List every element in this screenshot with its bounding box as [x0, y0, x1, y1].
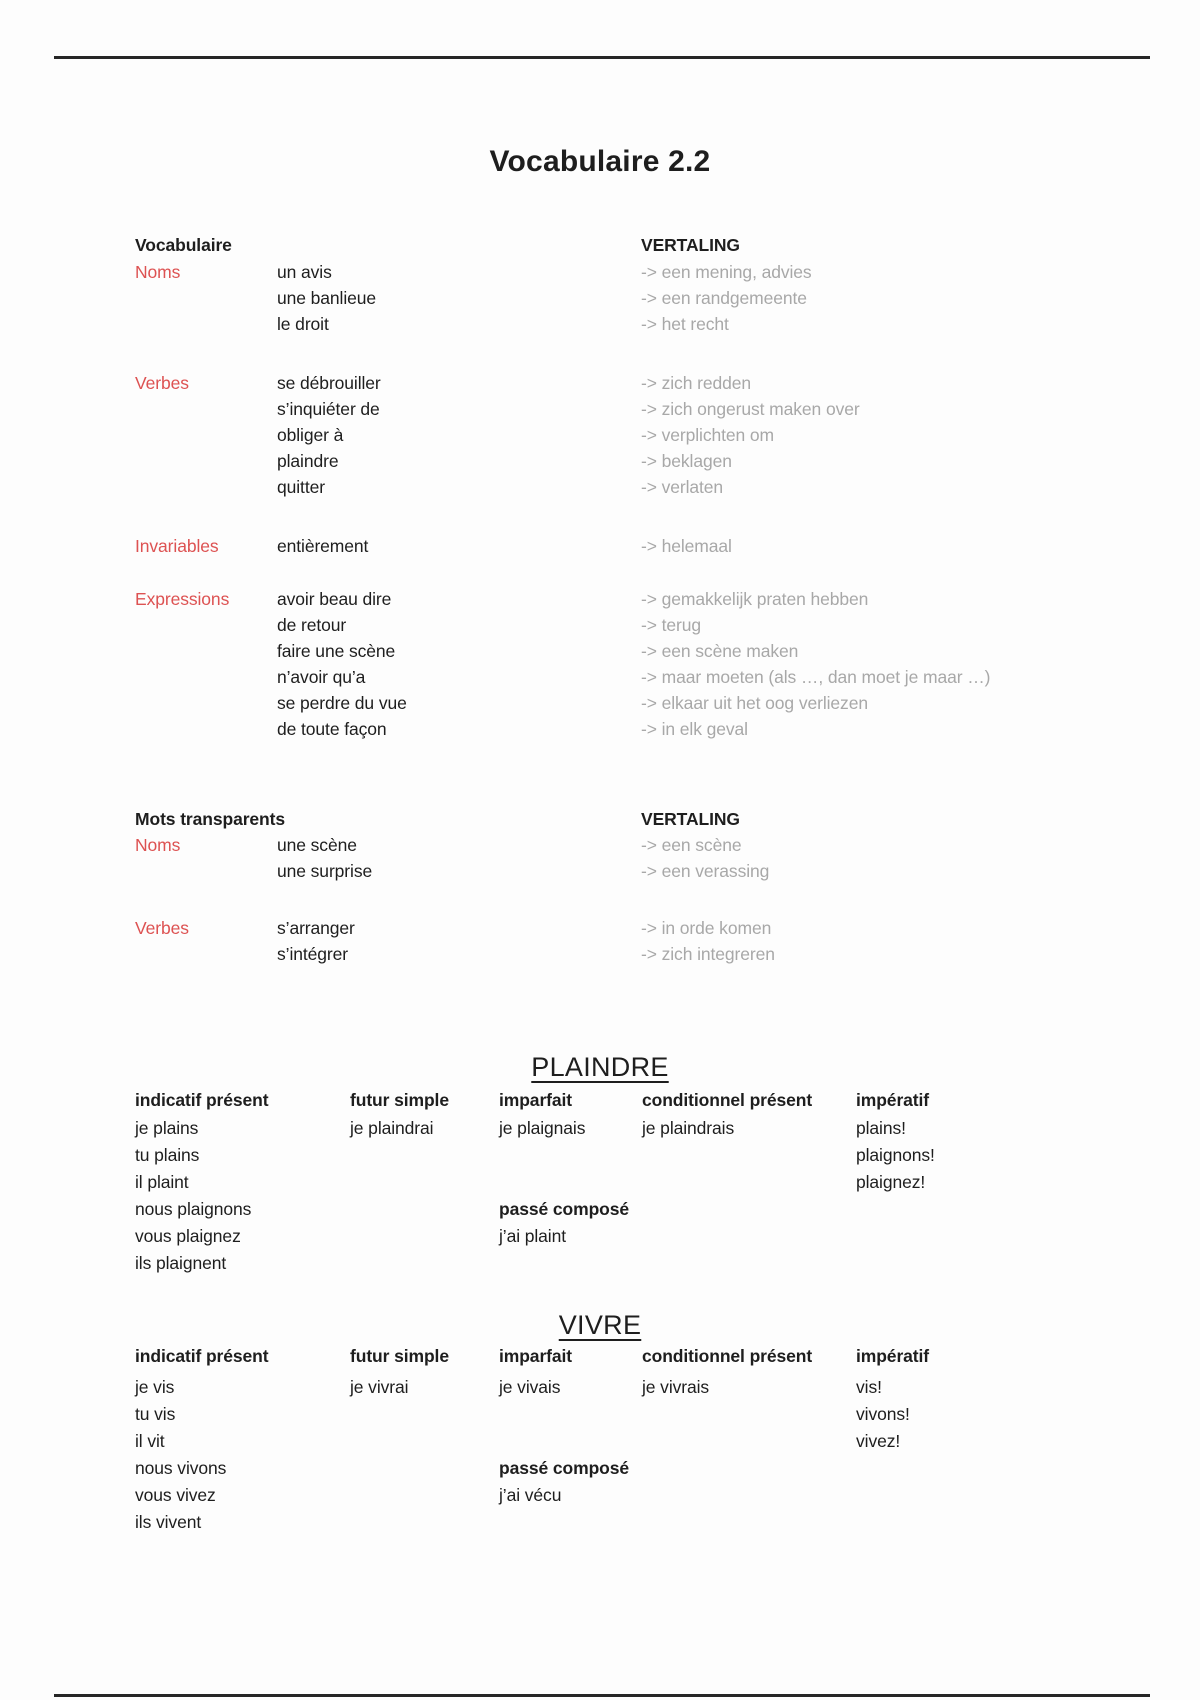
dutch-translation: -> een mening, advies: [641, 262, 812, 282]
conjugation-title: VIVRE: [558, 1310, 642, 1340]
french-term: faire une scène: [277, 641, 396, 661]
dutch-translation: -> in elk geval: [641, 719, 748, 739]
dutch-translation: -> een verassing: [641, 861, 770, 881]
category-label: Expressions: [135, 589, 230, 609]
dutch-translation: -> gemakkelijk praten hebben: [641, 589, 869, 609]
section-header-right: VERTALING: [641, 809, 740, 829]
conjugated-form: nous vivons: [135, 1458, 227, 1478]
conjugated-form: vivons!: [856, 1404, 910, 1424]
tense-header: imparfait: [499, 1346, 573, 1366]
tense-header: futur simple: [350, 1090, 449, 1110]
tense-header: passé composé: [499, 1199, 630, 1219]
category-label: Verbes: [135, 373, 189, 393]
category-label: Invariables: [135, 536, 219, 556]
dutch-translation: -> verlaten: [641, 477, 724, 497]
french-term: s’intégrer: [277, 944, 348, 964]
conjugated-form: il vit: [135, 1431, 165, 1451]
tense-header: conditionnel présent: [642, 1090, 813, 1110]
french-term: s’arranger: [277, 918, 355, 938]
conjugated-form: vous plaignez: [135, 1226, 241, 1246]
dutch-translation: -> zich integreren: [641, 944, 775, 964]
bottom-rule: [54, 1694, 1150, 1697]
tense-header: impératif: [856, 1346, 930, 1366]
section-header-left: Vocabulaire: [135, 235, 232, 255]
conjugated-form: je plaignais: [499, 1118, 586, 1138]
french-term: avoir beau dire: [277, 589, 392, 609]
dutch-translation: -> het recht: [641, 314, 729, 334]
dutch-translation: -> verplichten om: [641, 425, 775, 445]
conjugated-form: je vis: [135, 1377, 175, 1397]
french-term: de toute façon: [277, 719, 387, 739]
conjugated-form: je plaindrais: [642, 1118, 735, 1138]
conjugated-form: j’ai plaint: [499, 1226, 566, 1246]
page-title: Vocabulaire 2.2: [489, 145, 711, 178]
category-label: Noms: [135, 835, 181, 855]
tense-header: passé composé: [499, 1458, 630, 1478]
conjugated-form: ils plaignent: [135, 1253, 227, 1273]
conjugated-form: vis!: [856, 1377, 882, 1397]
tense-header: indicatif présent: [135, 1090, 269, 1110]
conjugated-form: je plaindrai: [350, 1118, 434, 1138]
dutch-translation: -> elkaar uit het oog verliezen: [641, 693, 868, 713]
dutch-translation: -> een scène: [641, 835, 742, 855]
dutch-translation: -> terug: [641, 615, 701, 635]
french-term: plaindre: [277, 451, 339, 471]
category-label: Verbes: [135, 918, 189, 938]
dutch-translation: -> maar moeten (als …, dan moet je maar …): [641, 667, 991, 687]
conjugated-form: plains!: [856, 1118, 906, 1138]
tense-header: impératif: [856, 1090, 930, 1110]
tense-header: conditionnel présent: [642, 1346, 813, 1366]
conjugated-form: nous plaignons: [135, 1199, 252, 1219]
conjugated-form: plaignez!: [856, 1172, 926, 1192]
dutch-translation: -> een randgemeente: [641, 288, 807, 308]
category-label: Noms: [135, 262, 181, 282]
french-term: quitter: [277, 477, 325, 497]
top-rule: [54, 56, 1150, 59]
dutch-translation: -> een scène maken: [641, 641, 799, 661]
french-term: une scène: [277, 835, 357, 855]
tense-header: imparfait: [499, 1090, 573, 1110]
conjugated-form: j’ai vécu: [499, 1485, 562, 1505]
dutch-translation: -> helemaal: [641, 536, 732, 556]
conjugation-title: PLAINDRE: [531, 1052, 669, 1082]
section-header-right: VERTALING: [641, 235, 740, 255]
french-term: un avis: [277, 262, 332, 282]
tense-header: futur simple: [350, 1346, 449, 1366]
conjugated-form: ils vivent: [135, 1512, 202, 1532]
dutch-translation: -> zich redden: [641, 373, 751, 393]
french-term: le droit: [277, 314, 329, 334]
conjugated-form: je vivais: [499, 1377, 561, 1397]
conjugated-form: plaignons!: [856, 1145, 935, 1165]
conjugated-form: tu vis: [135, 1404, 176, 1424]
tense-header: indicatif présent: [135, 1346, 269, 1366]
conjugated-form: je vivrais: [642, 1377, 710, 1397]
dutch-translation: -> in orde komen: [641, 918, 772, 938]
dutch-translation: -> beklagen: [641, 451, 732, 471]
section-header-left: Mots transparents: [135, 809, 285, 829]
french-term: de retour: [277, 615, 347, 635]
french-term: s’inquiéter de: [277, 399, 380, 419]
dutch-translation: -> zich ongerust maken over: [641, 399, 860, 419]
french-term: n’avoir qu’a: [277, 667, 366, 687]
french-term: obliger à: [277, 425, 344, 445]
french-term: entièrement: [277, 536, 369, 556]
conjugated-form: il plaint: [135, 1172, 189, 1192]
conjugated-form: je plains: [135, 1118, 199, 1138]
french-term: une banlieue: [277, 288, 377, 308]
conjugated-form: tu plains: [135, 1145, 200, 1165]
french-term: une surprise: [277, 861, 373, 881]
conjugated-form: je vivrai: [350, 1377, 409, 1397]
conjugated-form: vous vivez: [135, 1485, 216, 1505]
french-term: se débrouiller: [277, 373, 381, 393]
french-term: se perdre du vue: [277, 693, 407, 713]
conjugated-form: vivez!: [856, 1431, 901, 1451]
